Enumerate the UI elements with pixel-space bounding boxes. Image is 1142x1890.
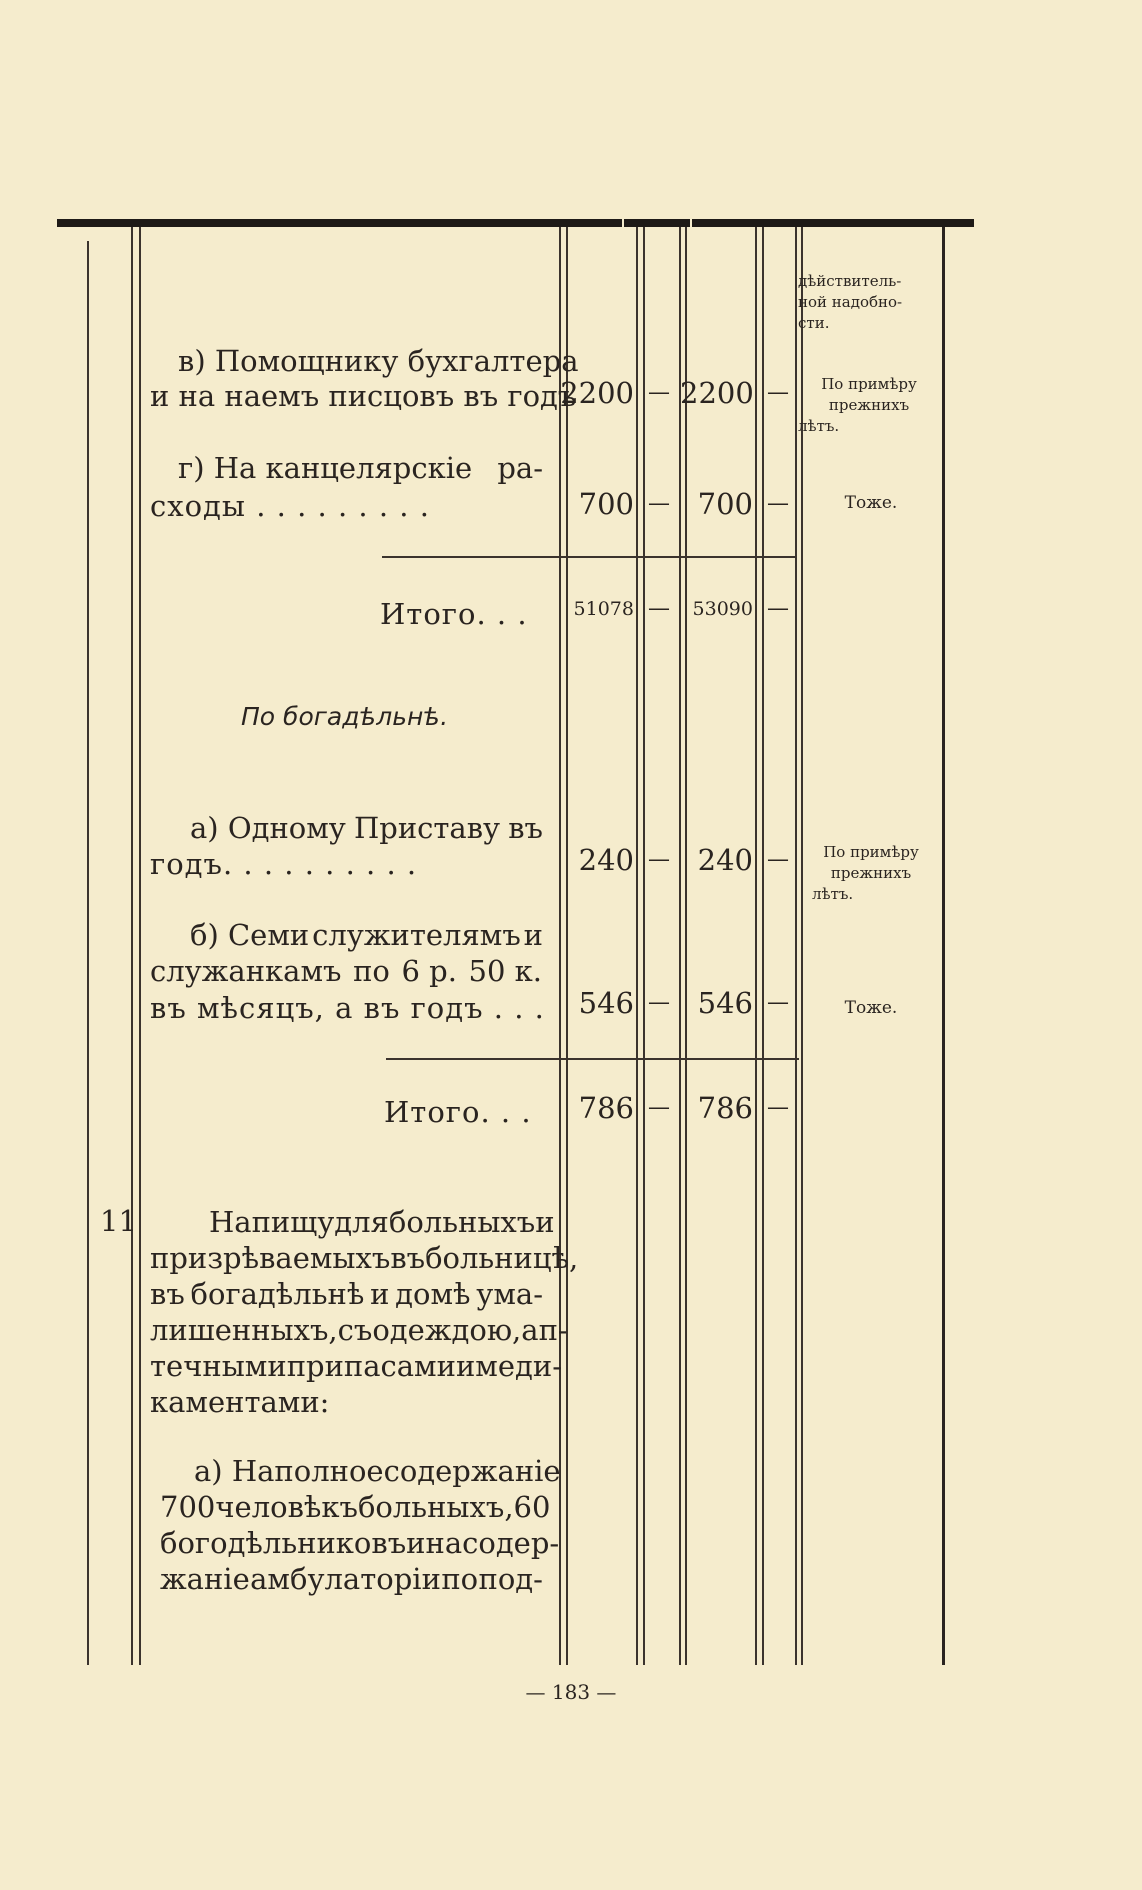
row-a-kopeks-2: — — [767, 847, 789, 872]
row-g-kopeks-2: — — [767, 491, 789, 516]
note-line: лѣтъ. — [812, 885, 854, 903]
item-11-word: больныхъ — [388, 1205, 536, 1239]
row-b-kopeks-2: — — [767, 990, 789, 1015]
row-b-amount-1: 546 — [578, 986, 634, 1020]
column-line — [131, 227, 133, 1665]
item-11-word: въ — [390, 1241, 426, 1275]
note-same-1: Тоже. — [844, 493, 898, 513]
row-b-line1 — [150, 917, 543, 953]
row-b-word: по — [353, 954, 390, 988]
item-11-line6: каментами: — [150, 1385, 330, 1419]
item-11-word: и — [455, 1349, 476, 1383]
row-a-line1 — [150, 810, 543, 846]
column-line — [679, 227, 681, 1665]
item-11-word: домѣ — [395, 1277, 471, 1311]
column-line — [795, 227, 797, 1665]
note-precedent-1 — [798, 374, 940, 437]
row-b-word: 50 к. — [468, 954, 542, 988]
item-11-word: На — [209, 1205, 252, 1239]
row-g-kopeks-1: — — [648, 491, 670, 516]
sub-a-word: содер- — [462, 1526, 560, 1560]
sub-a-word: а) На — [194, 1454, 275, 1488]
total-1-label: Итого. . . — [380, 597, 528, 631]
item-11-word: для — [334, 1205, 389, 1239]
row-b-word: служанкамъ — [150, 954, 342, 988]
note-line: ной надобно- — [798, 293, 903, 311]
column-line — [685, 227, 687, 1665]
row-v-kopeks-1: — — [648, 380, 670, 405]
column-line — [643, 227, 645, 1665]
row-a-amount-2: 240 — [697, 843, 753, 877]
note-actual-need — [798, 271, 902, 334]
row-b-amount-2: 546 — [697, 986, 753, 1020]
top-rule — [57, 219, 622, 227]
page-number: — 183 — — [525, 1680, 617, 1704]
column-line — [755, 227, 757, 1665]
item-11-line2 — [150, 1240, 579, 1276]
note-same-2: Тоже. — [844, 998, 898, 1018]
note-line: дѣйствитель- — [798, 272, 902, 290]
item-11-word: ап- — [521, 1313, 568, 1347]
item-11-word: припасами — [286, 1349, 456, 1383]
row-b-word: 6 р. — [401, 954, 457, 988]
item-11-word: и — [535, 1205, 555, 1239]
sub-a-line3 — [150, 1525, 560, 1561]
sub-a-word: содержаніе — [383, 1454, 561, 1488]
item-11-word: богадѣльнѣ — [190, 1277, 365, 1311]
row-b-kopeks-1: — — [648, 990, 670, 1015]
sub-a-word: больныхъ, — [357, 1490, 514, 1524]
row-g-amount-2: 700 — [697, 487, 753, 521]
sub-a-line2 — [150, 1489, 551, 1525]
row-b-word: служителямъ — [312, 918, 521, 952]
column-line — [559, 227, 561, 1665]
column-line — [942, 227, 945, 1665]
row-g-line1 — [150, 450, 543, 486]
row-a-word: въ — [508, 811, 543, 845]
sub-a-word: 60 — [513, 1490, 551, 1524]
sub-a-word: амбулаторіи — [250, 1562, 441, 1596]
item-11-word: и — [370, 1277, 390, 1311]
row-g-word: г) На канцелярскіе — [178, 451, 473, 485]
sub-a-line1 — [150, 1453, 561, 1489]
sub-a-word: под- — [478, 1562, 543, 1596]
total-2-label: Итого. . . — [384, 1095, 532, 1129]
item-number: 11 — [100, 1204, 137, 1238]
item-11-word: съ — [337, 1313, 373, 1347]
row-b-word: б) Семи — [190, 918, 310, 952]
sub-a-word: полное — [274, 1454, 384, 1488]
sub-a-word: 700 — [160, 1490, 216, 1524]
row-b-line2 — [150, 953, 542, 989]
row-g-amount-1: 700 — [578, 487, 634, 521]
note-line: По примѣру — [823, 843, 919, 861]
column-line — [87, 241, 89, 1665]
note-line: лѣтъ. — [798, 417, 840, 435]
item-11-word: больницѣ, — [425, 1241, 579, 1275]
sub-a-word: жаніе — [160, 1562, 250, 1596]
sub-a-word: на — [425, 1526, 463, 1560]
row-a-amount-1: 240 — [578, 843, 634, 877]
subtotal-rule — [386, 1058, 799, 1060]
total-2-kopeks-2: — — [767, 1095, 789, 1120]
row-b-line3: въ мѣсяцъ, а въ годъ . . . — [150, 991, 545, 1025]
item-11-line1 — [150, 1204, 555, 1240]
item-11-word: призрѣваемыхъ — [150, 1241, 391, 1275]
row-v-amount-2: 2200 — [680, 376, 754, 410]
item-11-word: одеждою, — [372, 1313, 522, 1347]
row-a-kopeks-1: — — [648, 847, 670, 872]
column-line — [566, 227, 568, 1665]
sub-a-word: по — [441, 1562, 479, 1596]
total-1-kopeks-1: — — [648, 596, 670, 621]
row-a-word: Приставу — [353, 811, 501, 845]
row-v-kopeks-2: — — [767, 380, 789, 405]
row-a-line2: годъ. . . . . . . . . . — [150, 847, 418, 881]
row-g-line2: сходы . . . . . . . . . — [150, 489, 430, 523]
sub-a-line4 — [150, 1561, 543, 1597]
sub-a-word: человѣкъ — [215, 1490, 358, 1524]
note-line: сти. — [798, 314, 830, 332]
row-a-word: а) Одному — [190, 811, 346, 845]
row-v-amount-1: 2200 — [560, 376, 634, 410]
sub-a-word: и — [406, 1526, 426, 1560]
item-11-line4 — [150, 1312, 568, 1348]
row-v-line2: и на наемъ писцовъ въ годъ — [150, 379, 577, 413]
item-11-word: въ — [150, 1277, 185, 1311]
item-11-word: течными — [150, 1349, 287, 1383]
top-rule — [624, 219, 690, 227]
total-1-amount-2: 53090 — [692, 598, 753, 620]
note-line: прежнихъ — [830, 864, 912, 882]
column-line — [801, 227, 803, 1665]
item-11-word: ума- — [476, 1277, 543, 1311]
column-line — [636, 227, 638, 1665]
row-g-word: ра- — [497, 451, 543, 485]
item-11-word: лишенныхъ, — [150, 1313, 338, 1347]
item-11-line5 — [150, 1348, 562, 1384]
row-b-word: и — [523, 918, 543, 952]
item-11-word: меди- — [475, 1349, 562, 1383]
top-rule — [692, 219, 974, 227]
column-line — [762, 227, 764, 1665]
total-1-amount-1: 51078 — [573, 598, 634, 620]
note-line: прежнихъ — [828, 396, 910, 414]
note-precedent-2 — [802, 842, 940, 905]
section-title: По богадѣльнѣ. — [241, 702, 449, 731]
item-11-line3 — [150, 1276, 543, 1312]
total-1-kopeks-2: — — [767, 596, 789, 621]
sub-a-word: богодѣльниковъ — [160, 1526, 407, 1560]
total-2-amount-1: 786 — [578, 1091, 634, 1125]
note-line: По примѣру — [821, 375, 917, 393]
total-2-kopeks-1: — — [648, 1095, 670, 1120]
column-line — [139, 227, 141, 1665]
row-v-line1: в) Помощнику бухгалтера — [178, 344, 579, 378]
total-2-amount-2: 786 — [697, 1091, 753, 1125]
item-11-word: пищу — [251, 1205, 335, 1239]
subtotal-rule — [382, 556, 795, 558]
